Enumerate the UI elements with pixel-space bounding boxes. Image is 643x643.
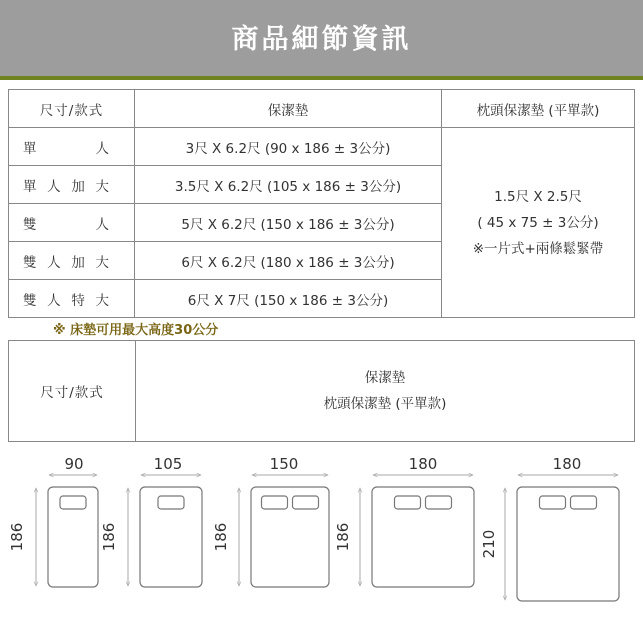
pillow-icon xyxy=(262,496,288,509)
style-values xyxy=(136,341,635,442)
size-label: 單 人 加 大 xyxy=(9,166,135,204)
height-label: 186 xyxy=(100,522,118,552)
width-label: 180 xyxy=(552,455,582,473)
header-accent-line xyxy=(0,76,643,80)
size-value: 5尺 X 6.2尺 (150 x 186 ± 3公分) xyxy=(135,204,442,242)
size-value: 3尺 X 6.2尺 (90 x 186 ± 3公分) xyxy=(135,128,442,166)
height-label: 210 xyxy=(480,529,498,559)
pillow-icon xyxy=(426,496,452,509)
header-mattress-protector: 保潔墊 xyxy=(135,90,442,128)
width-label: 180 xyxy=(408,455,438,473)
mattress-outline xyxy=(372,487,474,587)
bed-diagram xyxy=(8,455,98,587)
size-label: 雙 人 特 大 xyxy=(9,280,135,318)
table-row xyxy=(9,341,635,442)
style-label: 尺寸/款式 xyxy=(9,341,136,442)
header-size-style: 尺寸/款式 xyxy=(9,90,135,128)
bed-diagram xyxy=(334,455,474,587)
pillow-icon xyxy=(158,496,184,509)
size-label: 雙 人 加 大 xyxy=(9,242,135,280)
width-label: 90 xyxy=(64,455,84,473)
bed-diagram xyxy=(480,455,619,601)
table-header-row xyxy=(9,90,635,128)
style-table xyxy=(8,340,635,442)
height-label: 186 xyxy=(212,522,230,552)
size-value: 6尺 X 6.2尺 (180 x 186 ± 3公分) xyxy=(135,242,442,280)
mattress-height-note: ※ 床墊可用最大高度30公分 xyxy=(53,323,219,338)
pillow-icon xyxy=(540,496,566,509)
mattress-outline xyxy=(517,487,619,601)
size-value: 3.5尺 X 6.2尺 (105 x 186 ± 3公分) xyxy=(135,166,442,204)
header-pillow-protector: 枕頭保潔墊 (平單款) xyxy=(442,90,635,128)
style-line-pillow: 枕頭保潔墊 (平單款) xyxy=(323,396,447,412)
size-spec-table xyxy=(8,89,635,318)
bed-diagram xyxy=(212,455,329,587)
pillow-icon xyxy=(60,496,86,509)
page-title: 商品細節資訊 xyxy=(231,24,412,55)
pillow-size-cm: ( 45 x 75 ± 3公分) xyxy=(477,214,599,231)
pillow-size-cell xyxy=(442,128,635,318)
pillow-icon xyxy=(293,496,319,509)
width-label: 150 xyxy=(269,455,299,473)
size-label: 雙 人 xyxy=(9,204,135,242)
bed-diagram xyxy=(100,455,202,587)
height-label: 186 xyxy=(8,522,26,552)
size-label: 單 人 xyxy=(9,128,135,166)
pillow-icon xyxy=(571,496,597,509)
table-row xyxy=(9,128,635,166)
pillow-note: ※一片式+兩條鬆緊帶 xyxy=(472,240,604,257)
bed-size-diagrams xyxy=(0,445,643,643)
pillow-icon xyxy=(395,496,421,509)
width-label: 105 xyxy=(153,455,183,473)
size-value: 6尺 X 7尺 (150 x 186 ± 3公分) xyxy=(135,280,442,318)
height-label: 186 xyxy=(334,522,352,552)
style-line-mattress: 保潔墊 xyxy=(364,370,406,386)
pillow-size: 1.5尺 X 2.5尺 xyxy=(494,188,582,205)
